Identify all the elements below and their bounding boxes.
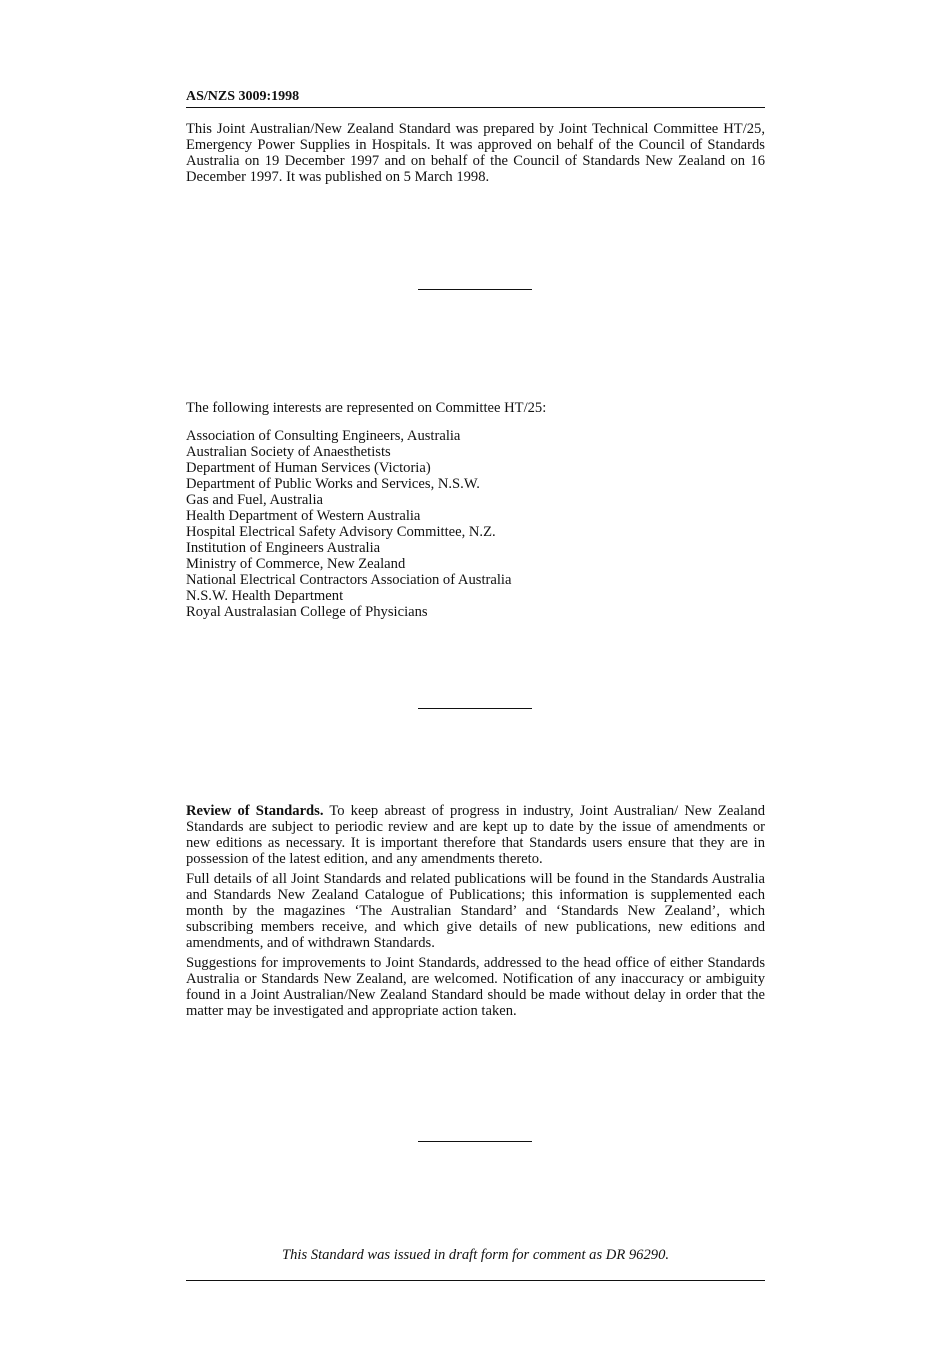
list-item: Department of Human Services (Victoria) <box>186 460 431 476</box>
section-divider <box>418 708 532 709</box>
list-item: Ministry of Commerce, New Zealand <box>186 556 406 572</box>
list-item: Health Department of Western Australia <box>186 508 421 524</box>
list-item: Hospital Electrical Safety Advisory Committee, N.Z. <box>186 524 496 540</box>
review-lead: Review of Standards. <box>186 803 324 819</box>
list-item: Department of Public Works and Services, N.S.W. <box>186 476 480 492</box>
catalogue-paragraph: Full details of all Joint Standards and related publications will be found in the Standards Australia and Standards New Zealand Catalogue of Publications; this information is supplemented each month by the magazines ‘The Australian Standard’ and ‘Standards New Zealand’, which subscribing members receive, and which give details of new publications, new editions and amendments, and of withdrawn Standards. <box>186 871 765 951</box>
review-paragraph <box>186 803 765 867</box>
committee-member-list <box>186 428 765 620</box>
footer-rule <box>186 1280 765 1281</box>
document-page <box>186 0 765 1345</box>
suggestions-paragraph: Suggestions for improvements to Joint Standards, addressed to the head office of either Standards Australia or Standards New Zealand, are welcomed. Notification of any inaccuracy or ambiguity found in a Joint Australian/New Zealand Standard should be made without delay in order that the matter may be investigated and appropriate action taken. <box>186 955 765 1019</box>
list-item: National Electrical Contractors Association of Australia <box>186 572 512 588</box>
standard-designation: AS/NZS 3009:1998 <box>186 88 765 108</box>
list-item: N.S.W. Health Department <box>186 588 344 604</box>
review-text: To keep abreast of progress in industry, Joint Australian/ New Zealand Standards are subject to periodic review and are kept up to date by the issue of amendments or new editions as necessary. It is important therefore that Standards users ensure that they are in possession of the latest edition, and any amendments thereto. <box>186 803 766 867</box>
preparation-statement: This Joint Australian/New Zealand Standard was prepared by Joint Technical Committee HT/25, Emergency Power Supplies in Hospitals. It was approved on behalf of the Council of Standards Australia on 19 December 1997 and on behalf of the Council of Standards New Zealand on 16 December 1997. It was published on 5 March 1998. <box>186 121 765 185</box>
list-item: Australian Society of Anaesthetists <box>186 444 391 460</box>
list-item: Royal Australasian College of Physicians <box>186 604 428 620</box>
list-item: Association of Consulting Engineers, Australia <box>186 428 461 444</box>
committee-heading: The following interests are represented on Committee HT/25: <box>186 400 547 416</box>
section-divider <box>418 1141 532 1142</box>
draft-note: This Standard was issued in draft form for comment as DR 96290. <box>281 1247 670 1263</box>
section-divider <box>418 289 532 290</box>
list-item: Gas and Fuel, Australia <box>186 492 323 508</box>
list-item: Institution of Engineers Australia <box>186 540 381 556</box>
review-of-standards-section <box>186 803 765 1023</box>
